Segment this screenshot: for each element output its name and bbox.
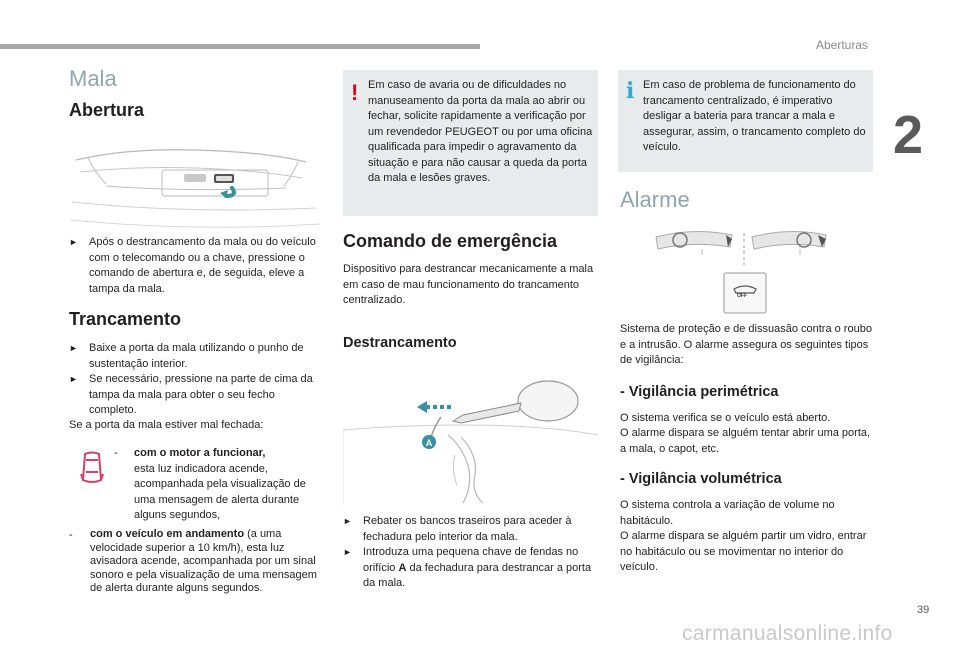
info-icon: i xyxy=(626,78,635,104)
heading-vigilancia-volumetrica: - Vigilância volumétrica xyxy=(620,471,782,487)
section-title: Aberturas xyxy=(816,38,869,52)
bullet-arrow-icon: ► xyxy=(343,547,352,557)
warning-text: Em caso de avaria ou de dificuldades no manuseamento da porta da mala ao abrir ou fechar, solicite rapidamente a verificação por um revendedor PEUGEOT ou por uma oficina qualificada para impedir o agravamento da situação e para não causar a queda da porta da mala e lesões graves. xyxy=(368,79,593,184)
item-motor-funcionar xyxy=(134,446,324,524)
heading-alarme: Alarme xyxy=(620,187,690,212)
trancamento-intro: Se a porta da mala estiver mal fechada: xyxy=(69,419,264,431)
bullet-arrow-icon: ► xyxy=(69,374,78,384)
header-rule xyxy=(0,44,480,49)
bullet-abertura: ► Após o destrancamento da mala ou do veículo com o telecomando ou a chave, pressione o comando de abertura e, de seguida, eleve a tampa da mala. xyxy=(69,236,316,295)
emergency-lock-illustration xyxy=(343,375,598,505)
item-veiculo-andamento xyxy=(90,528,318,596)
section-heading-mala: Mala xyxy=(69,66,117,91)
item1-bold: com o motor a funcionar, xyxy=(134,447,266,459)
bullet-destrancamento-2: ► Introduza uma pequena chave de fendas no orifício A da fechadura para destrancar a porta da mala. xyxy=(343,546,592,589)
label-a: A xyxy=(425,438,433,448)
alarm-illustration xyxy=(654,225,829,315)
bullet-trancamento-1: ► Baixe a porta da mala utilizando o punho de sustentação interior. xyxy=(69,342,304,370)
page-number: 39 xyxy=(917,604,930,616)
heading-vigilancia-perimetrica: - Vigilância perimétrica xyxy=(620,384,779,400)
tailgate-illustration xyxy=(66,140,324,228)
item2-bold: com o veículo em andamento xyxy=(90,528,245,540)
alarme-text: Sistema de proteção e de dissuasão contra o roubo e a intrusão. O alarme assegura os seguintes tipos de vigilância: xyxy=(620,323,872,366)
warning-icon: ! xyxy=(351,80,359,105)
perimetrica-text-2: O alarme dispara se alguém tentar abrir uma porta, a mala, o capot, etc. xyxy=(620,427,871,455)
item2-text: (a uma velocidade superior a 10 km/h), esta luz avisadora acende, acompanhada por um sinal sonoro e pela visualização de uma mensagem de alerta durante alguns segundos. xyxy=(90,528,317,594)
item1-text: esta luz indicadora acende, acompanhada pela visualização de uma mensagem de alerta durante alguns segundos, xyxy=(134,462,306,521)
bullet-trancamento-2: ► Se necessário, pressione na parte de cima da tampa da mala para obter o seu fecho completo. xyxy=(69,373,313,416)
boot-open-warning-icon xyxy=(79,450,105,486)
heading-comando-emergencia: Comando de emergência xyxy=(343,231,558,251)
info-text: Em caso de problema de funcionamento do trancamento centralizado, é imperativo desligar a bateria para trancar a mala e assegurar, assim, o trancamento completo do veículo. xyxy=(643,79,866,153)
volumetrica-text-2: O alarme dispara se alguém partir um vidro, entrar no habitáculo ou se movimentar no interior do veículo. xyxy=(620,530,867,573)
bullet-destrancamento-1: ► Rebater os bancos traseiros para aceder à fechadura pelo interior da mala. xyxy=(343,515,572,543)
perimetrica-text-1: O sistema verifica se o veículo está aberto. xyxy=(620,412,831,424)
chapter-number: 2 xyxy=(893,105,924,165)
emergencia-text: Dispositivo para destrancar mecanicamente a mala em caso de mau funcionamento do trancamento centralizado. xyxy=(343,263,594,306)
bullet-arrow-icon: ► xyxy=(69,343,78,353)
warning-box xyxy=(343,70,598,216)
dash-item-2: - xyxy=(69,529,73,541)
heading-trancamento: Trancamento xyxy=(69,309,182,329)
bullet-arrow-icon: ► xyxy=(343,516,352,526)
volumetrica-text-1: O sistema controla a variação de volume no habitáculo. xyxy=(620,499,835,527)
alarm-off-button-icon: OFF xyxy=(737,293,747,299)
dash-item-1: - xyxy=(114,447,118,459)
info-box xyxy=(618,70,873,172)
bullet-arrow-icon: ► xyxy=(69,237,78,247)
heading-destrancamento: Destrancamento xyxy=(343,335,457,351)
heading-abertura: Abertura xyxy=(69,100,145,120)
watermark-text: carmanualsonline.info xyxy=(682,622,893,645)
